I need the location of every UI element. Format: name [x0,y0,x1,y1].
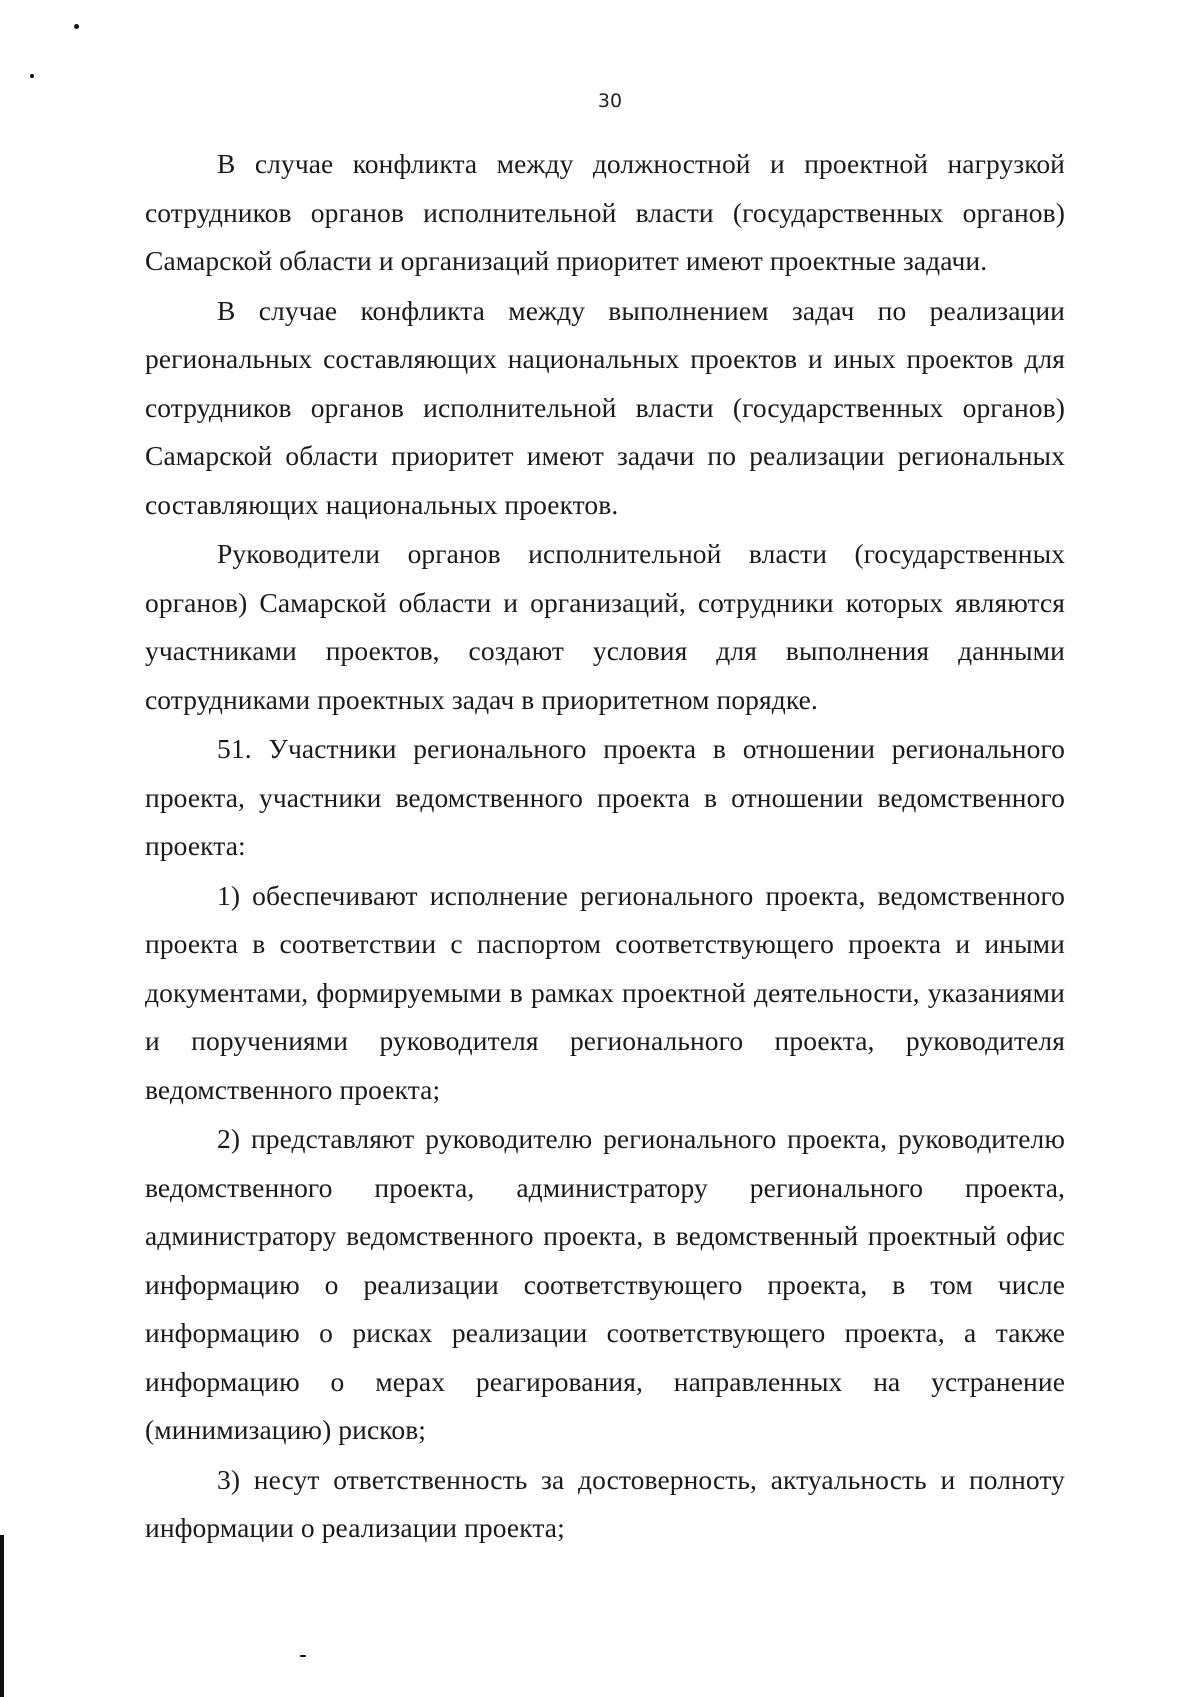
paragraph-item-2: 2) представляют руководителю регионального проекта, руководителю ведомственного проекта, администратору регионального проекта, администратору ведомственного проекта, в ведомственный проектный офис информацию о реализации соответствующего проекта, в том числе информацию о рисках реализации соответствующего проекта, а также информацию о мерах реагирования, направленных на устранение (минимизацию) рисков; [145,1123,1065,1445]
paragraph-item-1: 1) обеспечивают исполнение регионального проекта, ведомственного проекта в соответствии с паспортом соответствующего проекта и иными документами, формируемыми в рамках проектной деятельности, указаниями и поручениями руководителя регионального проекта, руководителя ведомственного проекта; [145,879,1065,1105]
paragraph-conflict-workload: В случае конфликта между должностной и проектной нагрузкой сотрудников органов исполнительной власти (государственных органов) Самарской области и организаций приоритет имеют проектные задачи. [145,148,1065,276]
scan-edge-line [0,1535,4,1697]
paragraph-clause-51: 51. Участники регионального проекта в отношении регионального проекта, участники ведомственного проекта в отношении ведомственного проекта: [145,733,1065,861]
scan-dot [74,24,79,29]
paragraph-item-3: 3) несут ответственность за достоверность, актуальность и полноту информации о реализации проекта; [145,1463,1065,1543]
paragraph-conflict-tasks: В случае конфликта между выполнением задач по реализации региональных составляющих национальных проектов и иных проектов для сотрудников органов исполнительной власти (государственных органов) Самарской области приоритет имеют задачи по реализации региональных составляющих национальных проектов. [145,294,1065,520]
page-number: 30 [597,90,623,112]
scan-dot [300,1655,306,1657]
scan-dot [30,74,34,78]
document-body [145,140,1065,1554]
paragraph-managers-conditions: Руководители органов исполнительной власти (государственных органов) Самарской области и организаций, сотрудники которых являются участниками проектов, создают условия для выполнения данными сотрудниками проектных задач в приоритетном порядке. [145,538,1065,715]
